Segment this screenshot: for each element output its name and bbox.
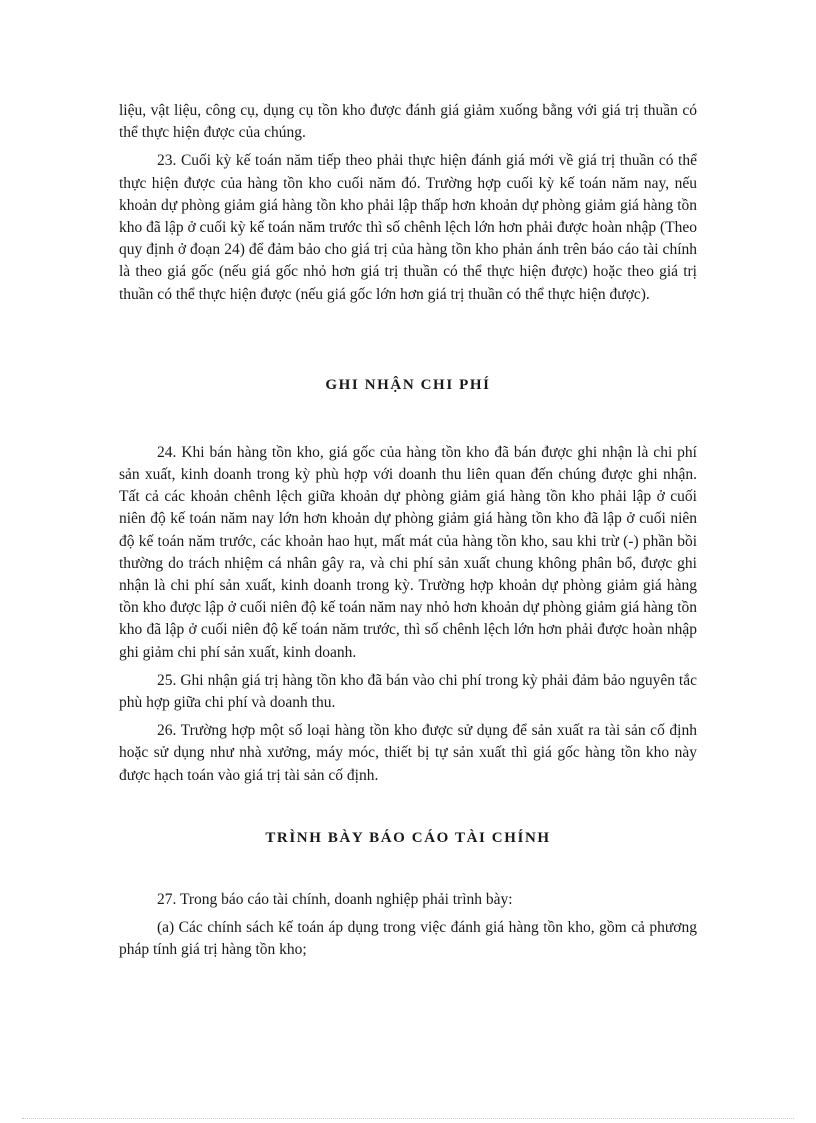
paragraph-27: 27. Trong báo cáo tài chính, doanh nghiệp phải trình bày:: [157, 890, 513, 908]
paragraph-23: 23. Cuối kỳ kế toán năm tiếp theo phải thực hiện đánh giá mới về giá trị thuần có thể thực hiện được của hàng tồn kho cuối năm đó. Trường hợp cuối kỳ kế toán năm nay, nếu khoản dự phòng giảm giá hàng tồn kho phải lập thấp hơn khoản dự phòng giảm giá hàng tồn kho đã lập ở cuối kỳ kế toán năm trước thì số chênh lệch lớn hơn phải được hoàn nhập (Theo quy định ở đoạn 24) để đảm bảo cho giá trị của hàng tồn kho phản ánh trên báo cáo tài chính là theo giá gốc (nếu giá gốc nhỏ hơn giá trị thuần có thể thực hiện được) hoặc theo giá trị thuần có thể thực hiện được (nếu giá gốc lớn hơn giá trị thuần có thể thực hiện được).: [119, 152, 697, 303]
paragraph-26: 26. Trường hợp một số loại hàng tồn kho được sử dụng để sản xuất ra tài sản cố định hoặc sử dụng như nhà xưởng, máy móc, thiết bị tự sản xuất thì giá gốc hàng tồn kho này được hạch toán vào giá trị tài sản cố định.: [119, 722, 697, 784]
paragraph-25: 25. Ghi nhận giá trị hàng tồn kho đã bán vào chi phí trong kỳ phải đảm bảo nguyên tắc phù hợp giữa chi phí và doanh thu.: [119, 671, 697, 712]
section-heading-presentation: TRÌNH BÀY BÁO CÁO TÀI CHÍNH: [265, 829, 551, 846]
section-heading-expenses: GHI NHẬN CHI PHÍ: [325, 376, 491, 393]
paragraph-27a: (a) Các chính sách kế toán áp dụng trong việc đánh giá hàng tồn kho, gồm cả phương pháp tính giá trị hàng tồn kho;: [119, 919, 697, 959]
paragraph-24: 24. Khi bán hàng tồn kho, giá gốc của hàng tồn kho đã bán được ghi nhận là chi phí sản xuất, kinh doanh trong kỳ phù hợp với doanh thu liên quan đến chúng được ghi nhận. Tất cả các khoản chênh lệch giữa khoản dự phòng giảm giá hàng tồn kho phải lập ở cuối niên độ kế toán năm nay lớn hơn khoản dự phòng giảm giá hàng tồn kho đã lập ở cuối niên độ kế toán năm trước, các khoản hao hụt, mất mát của hàng tồn kho, sau khi trừ (-) phần bồi thường do trách nhiệm cá nhân gây ra, và chi phí sản xuất chung không phân bổ, được ghi nhận là chi phí sản xuất, kinh doanh trong kỳ. Trường hợp khoản dự phòng giảm giá hàng tồn kho được lập ở cuối niên độ kế toán năm nay nhỏ hơn khoản dự phòng giảm giá hàng tồn kho đã lập ở cuối niên độ kế toán năm trước, thì số chênh lệch lớn hơn phải được hoàn nhập ghi giảm chi phí sản xuất, kinh doanh.: [119, 443, 697, 661]
paragraph-continuation: liệu, vật liệu, công cụ, dụng cụ tồn kho được đánh giá giảm xuống bằng với giá trị thuần có thể thực hiện được của chúng.: [119, 102, 697, 142]
document-body: [119, 100, 697, 961]
page-bottom-divider: [22, 1118, 794, 1119]
